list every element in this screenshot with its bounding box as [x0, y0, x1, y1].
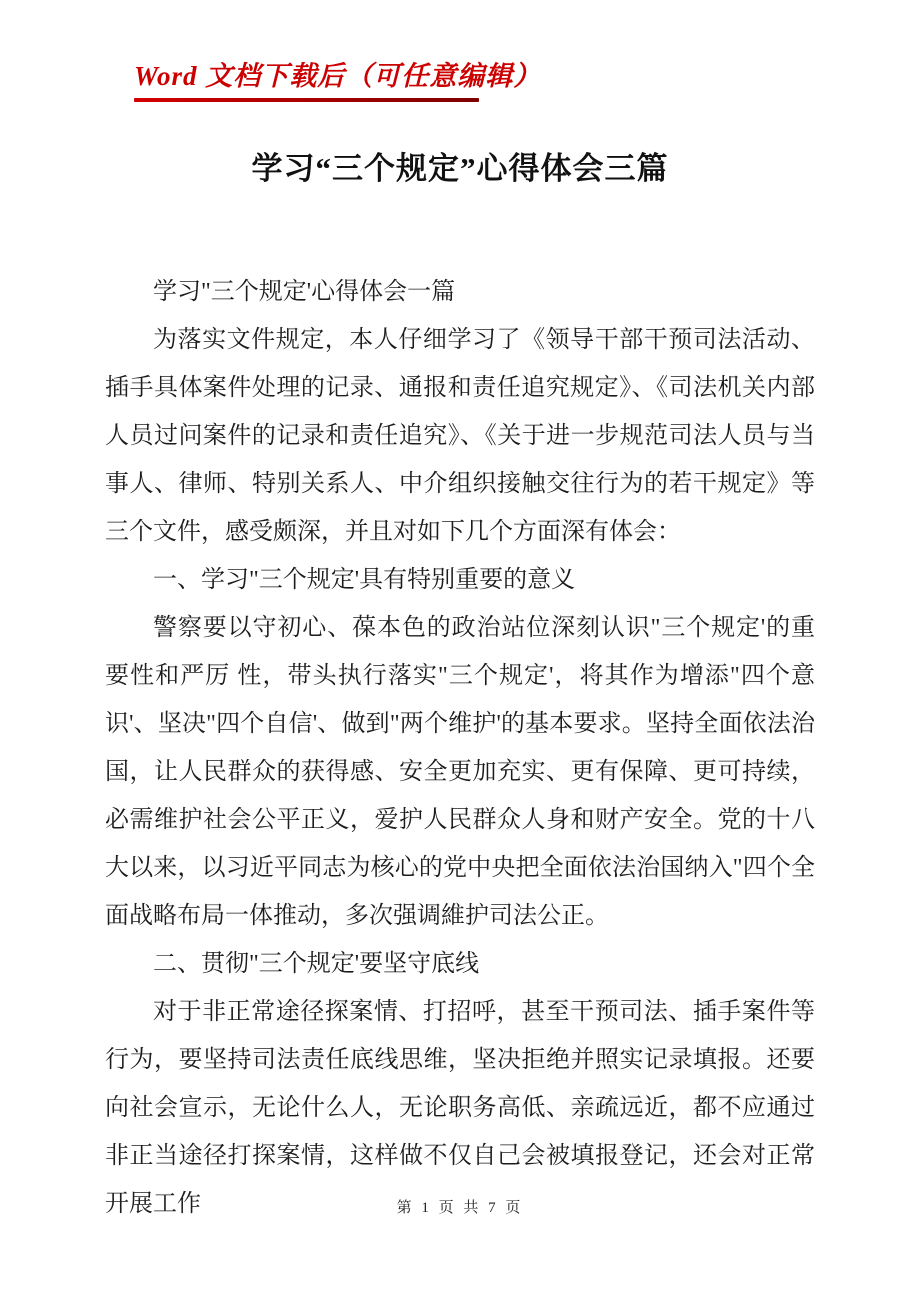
body-paragraph: 对于非正常途径探案情、打招呼，甚至干预司法、插手案件等行为，要坚持司法责任底线思维，坚决拒绝并照实记录填报。还要向社会宣示，无论什么人，无论职务高低、亲疏远近，都不应通过非正当途径打探案情，这样做不仅自己会被填报登记，还会对正常开展工作: [105, 999, 815, 1217]
body-paragraph: 学习"三个规定'心得体会一篇: [153, 279, 456, 305]
download-notice-banner: [134, 54, 541, 102]
download-notice-text: Word 文档下载后（可任意编辑）: [134, 61, 542, 91]
body-paragraph: 一、学习"三个规定'具有特别重要的意义: [153, 567, 576, 593]
document-body: [105, 268, 815, 1228]
page-number-footer: 第 1 页 共 7 页: [396, 1200, 524, 1216]
body-paragraph: 警察要以守初心、葆本色的政治站位深刻认识"三个规定'的重要性和严厉 性，带头执行落实"三个规定'，将其作为增添"四个意识'、坚决"四个自信'、做到"两个维护'的基本要求。坚持全面依法治国，让人民群众的获得感、安全更加充实、更有保障、更可持续，必需维护社会公平正义，爱护人民群众人身和财产安全。党的十八大以来，以习近平同志为核心的党中央把全面依法治国纳入"四个全面战略布局一体推动，多次强调維护司法公正。: [105, 615, 815, 929]
body-paragraph: 二、贯彻"三个规定'要坚守底线: [153, 951, 480, 977]
document-title: 学习“三个规定”心得体会三篇: [251, 151, 669, 186]
body-paragraph: 为落实文件规定，本人仔细学习了《领导干部干预司法活动、插手具体案件处理的记录、通报和责任追究规定》、《司法机关内部人员过问案件的记录和责任追究》、《关于进一步规范司法人员与当事人、律师、特别关系人、中介组织接触交往行为的若干规定》等三个文件，感受颇深，并且对如下几个方面深有体会：: [105, 327, 815, 545]
notice-underline-rule: [134, 98, 479, 102]
